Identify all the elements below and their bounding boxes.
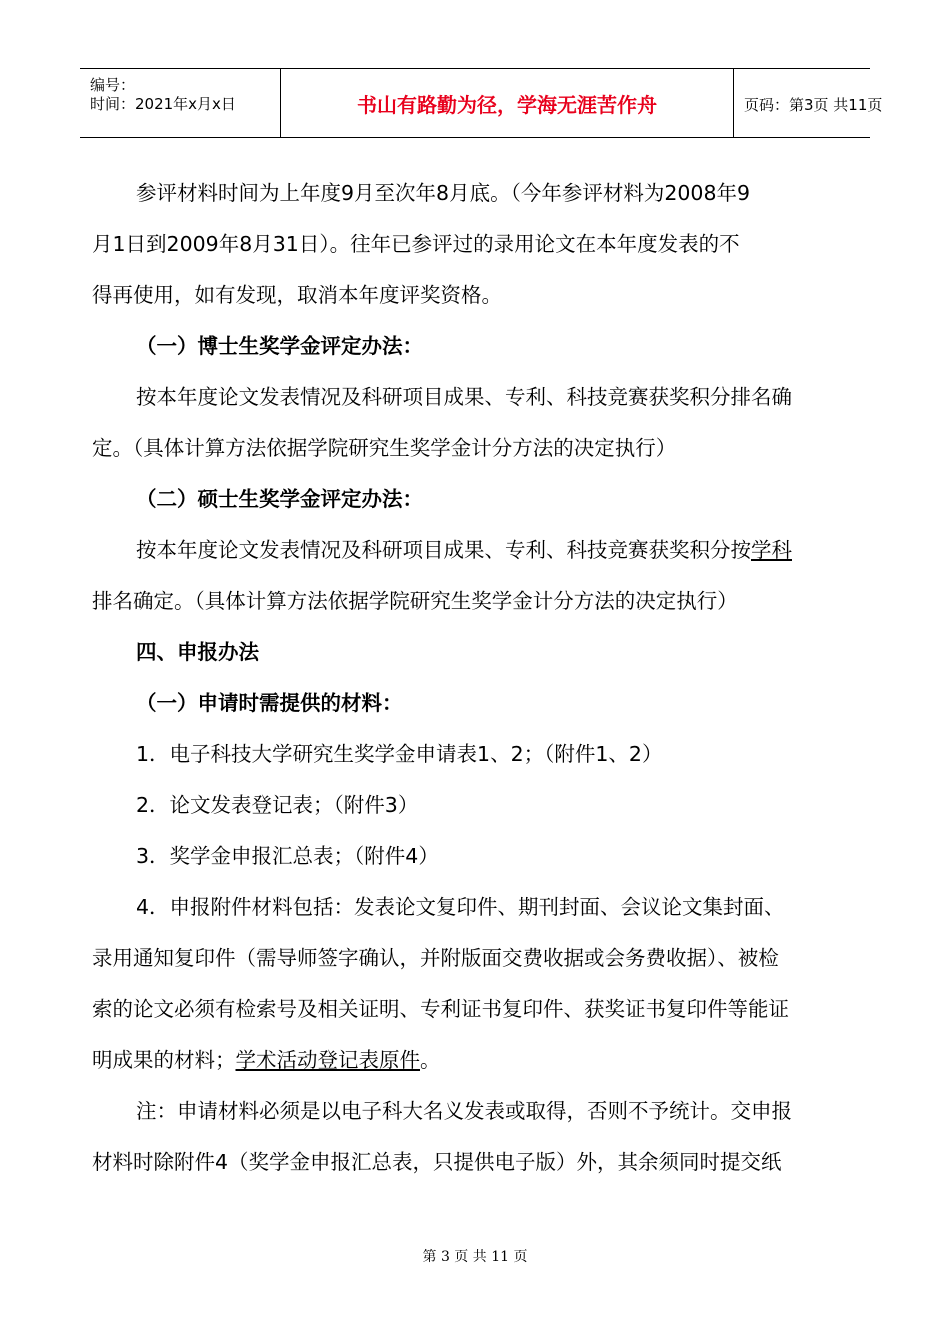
heading-materials: （一）申请时需提供的材料：	[136, 691, 403, 715]
paragraph-line: 参评材料时间为上年度9月至次年8月底。（今年参评材料为2008年9	[136, 181, 751, 205]
heading-phd-scholarship: （一）博士生奖学金评定办法：	[136, 334, 423, 358]
paragraph-line	[92, 1035, 862, 1086]
paragraph-line: 按本年度论文发表情况及科研项目成果、专利、科技竞赛获奖积分排名确	[136, 385, 792, 409]
header-page-info: 页码：第3页 共11页	[744, 96, 883, 114]
document-body	[92, 168, 862, 1188]
note-line: 注：申请材料必须是以电子科大名义发表或取得，否则不予统计。交申报	[136, 1099, 792, 1123]
header-motto: 书山有路勤为径，学海无涯苦作舟	[357, 93, 657, 117]
header-middle-cell	[280, 69, 734, 137]
paragraph-line: 索的论文必须有检索号及相关证明、专利证书复印件、获奖证书复印件等能证	[92, 997, 789, 1021]
note-line: 材料时除附件4（奖学金申报汇总表，只提供电子版）外，其余须同时提交纸	[92, 1150, 782, 1174]
page-header	[80, 68, 883, 138]
number-label: 编号：	[90, 76, 136, 94]
paragraph-line	[92, 525, 862, 576]
text-span: 。	[420, 1048, 441, 1072]
underlined-term: 学科	[751, 538, 792, 562]
paragraph-line: 录用通知复印件（需导师签字确认，并附版面交费收据或会务费收据）、被检	[92, 946, 779, 970]
underlined-term: 学术活动登记表原件	[235, 1048, 420, 1072]
heading-master-scholarship: （二）硕士生奖学金评定办法：	[136, 487, 423, 511]
header-right-cell	[734, 69, 883, 137]
list-item: 3．奖学金申报汇总表；（附件4）	[136, 844, 439, 868]
paragraph-line: 排名确定。（具体计算方法依据学院研究生奖学金计分方法的决定执行）	[92, 589, 738, 613]
list-item: 4．申报附件材料包括：发表论文复印件、期刊封面、会议论文集封面、	[136, 895, 785, 919]
paragraph-line: 月1日到2009年8月31日）。往年已参评过的录用论文在本年度发表的不	[92, 232, 740, 256]
time-label: 时间：2021年x月x日	[90, 95, 236, 113]
paragraph-line: 得再使用，如有发现，取消本年度评奖资格。	[92, 283, 502, 307]
paragraph-line: 定。（具体计算方法依据学院研究生奖学金计分方法的决定执行）	[92, 436, 677, 460]
text-span: 明成果的材料；	[92, 1048, 236, 1072]
list-item: 1．电子科技大学研究生奖学金申请表1、2；（附件1、2）	[136, 742, 663, 766]
page-footer: 第 3 页 共 11 页	[422, 1249, 528, 1265]
text-span: 按本年度论文发表情况及科研项目成果、专利、科技竞赛获奖积分按	[136, 538, 751, 562]
header-left-cell	[80, 69, 280, 137]
list-item: 2．论文发表登记表；（附件3）	[136, 793, 419, 817]
heading-section-4: 四、申报办法	[136, 640, 259, 664]
